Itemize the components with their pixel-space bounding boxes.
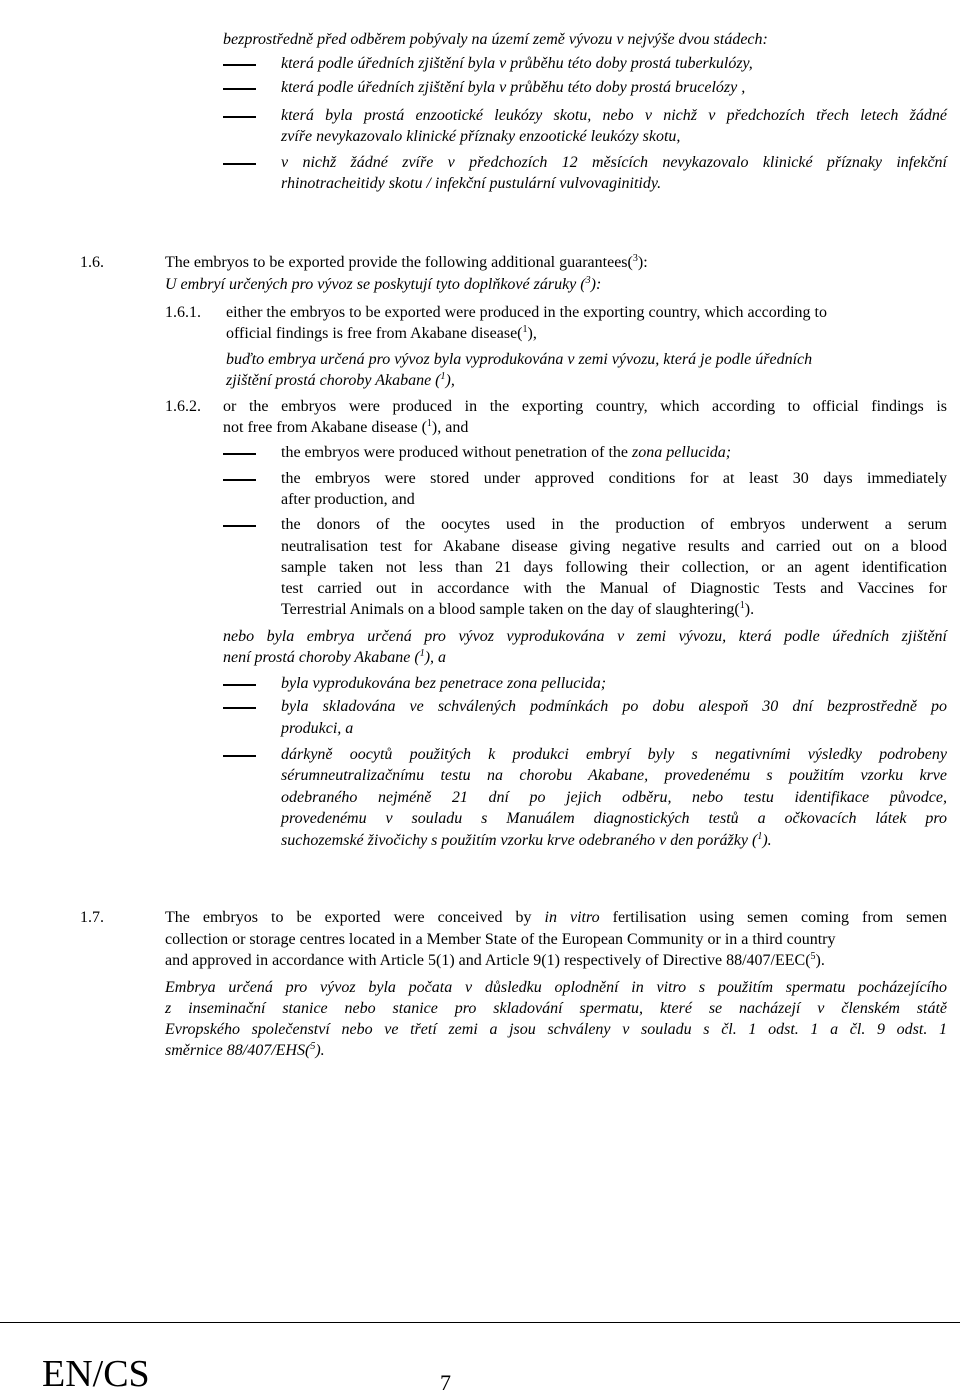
en-bullet-donors-l1: the donors of the oocytes used in the production of embryos underwent a serum	[281, 516, 947, 533]
en-bullet-donors-l3: sample taken not less than 21 days following their collection, or an agent identification	[281, 559, 947, 576]
cz-item-ibr-l1: v nichž žádné zvíře v předchozích 12 měsících nevykazovalo klinické příznaky infekční	[281, 154, 947, 171]
en-line: and approved in accordance with Article 5(1) and Article 9(1) respectively of Directive 88/407/EEC($^5$).	[165, 951, 825, 969]
section-number: 1.6.	[80, 254, 104, 271]
cz-bullet-donors-l3: odebraného nejméně 21 dní po jejich odběru, nebo testu identifikace původce,	[281, 789, 947, 806]
dash-bullet	[223, 453, 256, 455]
cz-heading: U embryí určených pro vývoz se poskytují tyto doplňkové záruky ($^3$):	[165, 275, 602, 293]
cz-bullet-donors-l5: suchozemské živočichy s použitím vzorku krve odebraného v den porážky ($^1$).	[281, 831, 772, 849]
dash-bullet	[223, 64, 256, 66]
cz-item-leukosis-l1: která byla prostá enzootické leukózy skotu, nebo v nichž v předchozích třech letech žádné	[281, 107, 947, 124]
cz-bullet-donors-l4: provedenému v souladu s Manuálem diagnostických testů a očkovacích látek pro	[281, 810, 947, 827]
cz-item-ibr-l2: rhinotracheitidy skotu / infekční pustulární vulvovaginitidy.	[281, 175, 662, 192]
cz-line: není prostá choroby Akabane ($^1$), a	[223, 648, 447, 666]
cz-bullet-zona: byla vyprodukována bez penetrace zona pellucida;	[281, 675, 607, 692]
en-bullet-donors-l4: test carried out in accordance with the Manual of Diagnostic Tests and Vaccines for	[281, 580, 947, 597]
dash-bullet	[223, 707, 256, 709]
en-bullet-donors-l5: Terrestrial Animals on a blood sample taken on the day of slaughtering($^1$).	[281, 600, 755, 618]
en-bullet-zona: the embryos were produced without penetration of the zona pellucida;	[281, 444, 732, 461]
en-line: The embryos to be exported were conceived by in vitro fertilisation using semen coming from semen	[165, 909, 947, 926]
cz-item-leukosis-l2: zvíře nevykazovalo klinické příznaky enzootické leukózy skotu,	[281, 128, 681, 145]
en-bullet-donors-l2: neutralisation test for Akabane disease giving negative results and carried out on a blood	[281, 538, 947, 555]
cz-line: nebo byla embrya určená pro vývoz vyprodukována v zemi vývozu, která podle úředních zjištění	[223, 628, 947, 645]
en-bullet-storage-l1: the embryos were stored under approved conditions for at least 30 days immediately	[281, 470, 947, 487]
cz-bullet-donors-l1: dárkyně oocytů použitých k produkci embryí byly s negativními výsledky podrobeny	[281, 746, 947, 763]
footer-language-code: EN/CS	[42, 1353, 150, 1395]
cz-line: z inseminační stanice nebo stanice pro skladování spermatu, které se nacházejí v členském státě	[165, 1000, 947, 1017]
section-number: 1.6.1.	[165, 304, 201, 321]
cz-bullet-donors-l2: sérumneutralizačnímu testu na chorobu Akabane, provedenému s použitím vzorku krve	[281, 767, 947, 784]
footer-rule	[0, 1322, 960, 1323]
dash-bullet	[223, 116, 256, 118]
en-heading: The embryos to be exported provide the following additional guarantees($^3$):	[165, 253, 648, 271]
dash-bullet	[223, 755, 256, 757]
dash-bullet	[223, 479, 256, 481]
dash-bullet	[223, 525, 256, 527]
en-line: official findings is free from Akabane disease($^1$),	[226, 324, 537, 342]
cz-line: Evropského společenství nebo ve třetí zemi a jsou schváleny v souladu s čl. 1 odst. 1 a čl. 9 odst. 1	[165, 1021, 947, 1038]
cz-bullet-storage-l1: byla skladována ve schválených podmínkách po dobu alespoň 30 dní bezprostředně po	[281, 698, 947, 715]
cz-intro: bezprostředně před odběrem pobývaly na území země vývozu v nejvýše dvou stádech:	[223, 31, 768, 48]
dash-bullet	[223, 88, 256, 90]
cz-line: buďto embrya určená pro vývoz byla vyprodukována v zemi vývozu, která je podle úředních	[226, 351, 813, 368]
en-bullet-storage-l2: after production, and	[281, 491, 415, 508]
cz-item-tb: která podle úředních zjištění byla v průběhu této doby prostá tuberkulózy,	[281, 55, 753, 72]
en-line: either the embryos to be exported were produced in the exporting country, which according to	[226, 304, 827, 321]
en-line: or the embryos were produced in the exporting country, which according to official findings is	[223, 398, 947, 415]
dash-bullet	[223, 163, 256, 165]
cz-line: Embrya určená pro vývoz byla počata v důsledku oplodnění in vitro s použitím spermatu pocházejícího	[165, 979, 947, 996]
page-number: 7	[440, 1370, 451, 1395]
cz-bullet-storage-l2: produkci, a	[281, 720, 354, 737]
section-number: 1.7.	[80, 909, 104, 926]
en-line: collection or storage centres located in a Member State of the European Community or in a third country	[165, 931, 836, 948]
en-line: not free from Akabane disease ($^1$), and	[223, 418, 469, 436]
cz-line: zjištění prostá choroby Akabane ($^1$),	[226, 371, 455, 389]
cz-line: směrnice 88/407/EHS($^5$).	[165, 1041, 325, 1059]
dash-bullet	[223, 684, 256, 686]
cz-item-brucellosis: která podle úředních zjištění byla v průběhu této doby prostá brucelózy ,	[281, 79, 746, 96]
section-number: 1.6.2.	[165, 398, 201, 415]
